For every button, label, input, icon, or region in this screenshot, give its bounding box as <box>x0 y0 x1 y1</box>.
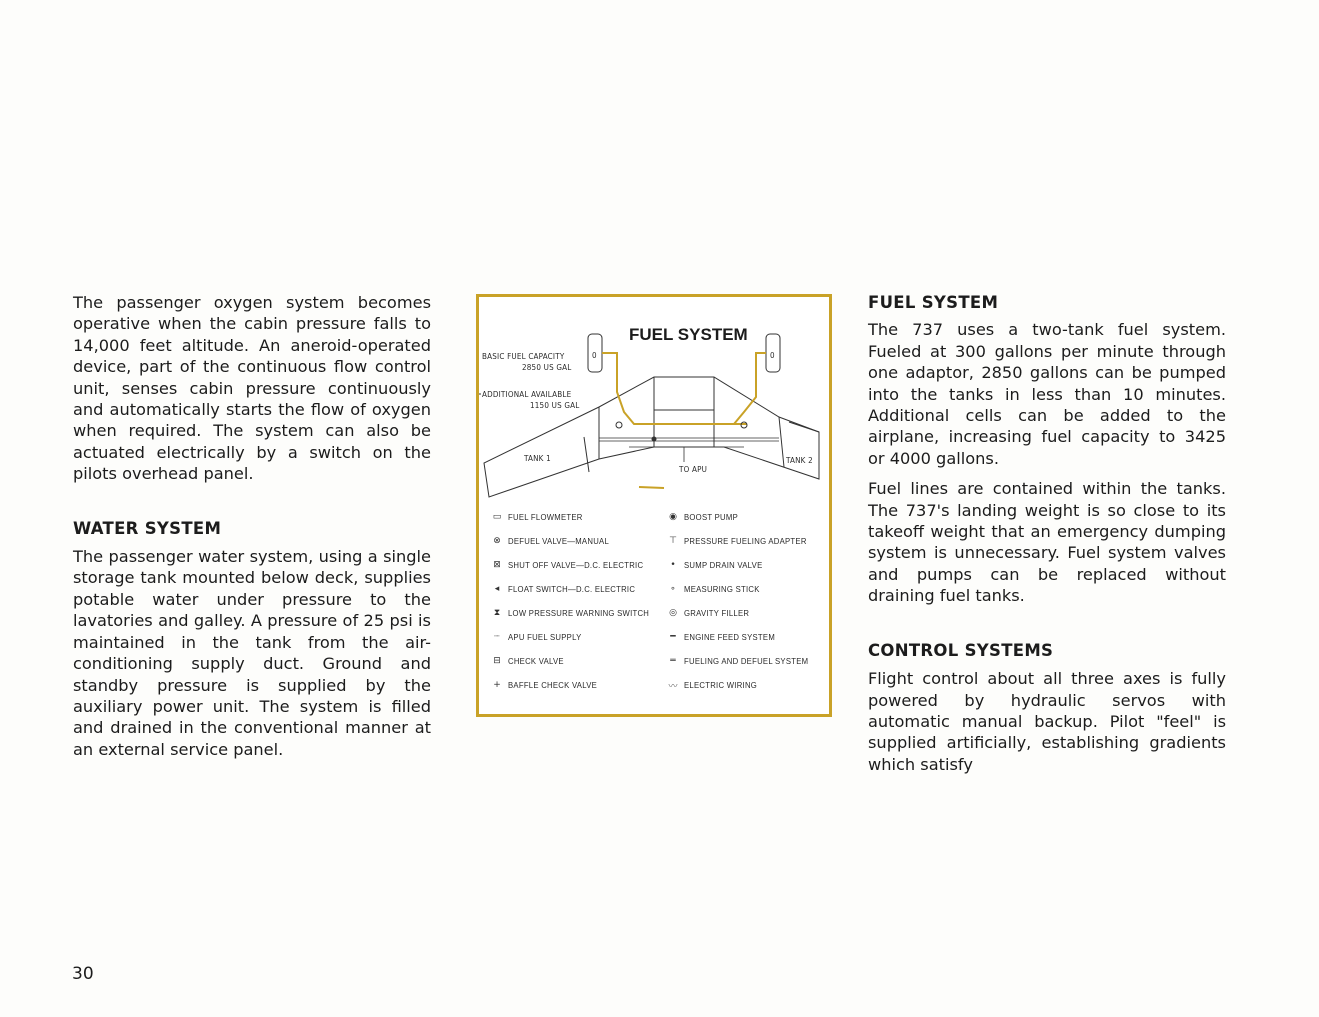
fuel-system-schematic <box>479 297 829 714</box>
engine-feed-icon: ━ <box>670 632 676 642</box>
legend-item: ◎ GRAVITY FILLER <box>662 606 755 620</box>
additional-label: ADDITIONAL AVAILABLE <box>482 390 572 399</box>
shutoff-valve-icon: ⊠ <box>493 560 501 570</box>
diagram-title: FUEL SYSTEM <box>629 325 748 344</box>
baffle-check-valve-icon: + <box>493 680 501 690</box>
legend-item: ◉ BOOST PUMP <box>662 510 743 524</box>
float-switch-icon: ◂ <box>494 584 500 594</box>
page-number: 30 <box>72 964 94 984</box>
additional-value: 1150 US GAL <box>530 401 580 410</box>
legend-item: ━ ENGINE FEED SYSTEM <box>662 630 783 644</box>
legend-item: ⊟ CHECK VALVE <box>486 654 569 668</box>
fuel-flowmeter-icon: ▭ <box>492 512 502 522</box>
fueling-defuel-icon: ═ <box>670 656 676 666</box>
legend-item: + BAFFLE CHECK VALVE <box>486 678 605 692</box>
control-paragraph: Flight control about all three axes is fully powered by hydraulic servos with automatic manual backup. Pilot "feel" is supplied artificially, establishing gradients which satisfy <box>868 669 1226 774</box>
fuel-paragraph-1: The 737 uses a two-tank fuel system. Fueled at 300 gallons per minute through one adaptor, 2850 gallons can be pumped into the tanks in less than 10 minutes. Additional cells can be added to the airplane, increasing fuel capacity to 3425 or 4000 gallons. <box>868 320 1226 468</box>
legend-item: ═ FUELING AND DEFUEL SYSTEM <box>662 654 819 668</box>
boost-pump-icon: ◉ <box>669 512 677 522</box>
legend-item: ◂ FLOAT SWITCH—D.C. ELECTRIC <box>486 582 646 596</box>
tank1-label: TANK 1 <box>524 454 551 463</box>
right-column <box>868 292 1226 775</box>
legend-item: • SUMP DRAIN VALVE <box>662 558 769 572</box>
left-boost-pump-icon <box>616 422 622 428</box>
apu-label: TO APU <box>679 465 708 474</box>
legend-item: ┈ APU FUEL SUPPLY <box>486 630 588 644</box>
defuel-lines <box>599 438 779 462</box>
legend-item: ▭ FUEL FLOWMETER <box>486 510 589 524</box>
water-paragraph: The passenger water system, using a single storage tank mounted below deck, supplies potable water under pressure to the lavatories and galley. A pressure of 25 psi is maintained in the tank from the air-conditioning supply duct. Ground and standby pressure is supplied by the auxiliary power unit. The system is filled and drained in the conventional manner at an external service panel. <box>73 547 431 759</box>
basic-capacity-label: BASIC FUEL CAPACITY <box>482 352 565 361</box>
legend-item: ⊠ SHUT OFF VALVE—D.C. ELECTRIC <box>486 558 655 572</box>
electric-wiring-icon: 〰 <box>668 681 678 692</box>
sump-drain-valve-icon: • <box>670 560 676 570</box>
measuring-stick-icon: ∘ <box>670 584 676 594</box>
crossfeed-valve-icon <box>652 437 657 442</box>
svg-text:0: 0 <box>592 351 597 360</box>
legend-item: ⊤ PRESSURE FUELING ADAPTER <box>662 534 817 548</box>
fuel-paragraph-2: Fuel lines are contained within the tanks. The 737's landing weight is so close to its takeoff weight that an emergency dumping system is unnecessary. Fuel system valves and pumps can be replaced without draining fuel tanks. <box>868 479 1226 606</box>
pressure-fueling-adapter-icon: ⊤ <box>669 536 677 546</box>
gravity-filler-icon: ◎ <box>669 608 677 618</box>
legend-item: ∘ MEASURING STICK <box>662 582 766 596</box>
fuel-system-diagram <box>476 294 832 717</box>
basic-capacity-value: 2850 US GAL <box>522 363 572 372</box>
svg-text:0: 0 <box>770 351 775 360</box>
tank2-label: TANK 2 <box>786 456 813 465</box>
oxygen-paragraph: The passenger oxygen system becomes operative when the cabin pressure falls to 14,000 feet altitude. An aneroid-operated device, part of the continuous flow control unit, senses cabin pressure continuously and automatically starts the flow of oxygen when required. The system can also be actuated electrically by a switch on the pilots overhead panel. <box>73 293 431 484</box>
legend-item: ⧗ LOW PRESSURE WARNING SWITCH <box>486 606 661 620</box>
left-gauge-icon <box>588 334 602 372</box>
legend-item: 〰 ELECTRIC WIRING <box>662 678 763 692</box>
defuel-valve-icon: ⊗ <box>493 536 501 546</box>
legend-item: ⊗ DEFUEL VALVE—MANUAL <box>486 534 618 548</box>
left-column <box>73 292 431 760</box>
control-systems-heading: CONTROL SYSTEMS <box>868 640 1054 660</box>
right-gauge-icon <box>766 334 780 372</box>
water-system-heading: WATER SYSTEM <box>73 518 222 538</box>
check-valve-icon: ⊟ <box>493 656 501 666</box>
fuel-system-heading: FUEL SYSTEM <box>868 293 999 312</box>
low-pressure-switch-icon: ⧗ <box>493 608 501 618</box>
apu-supply-icon: ┈ <box>494 632 500 642</box>
